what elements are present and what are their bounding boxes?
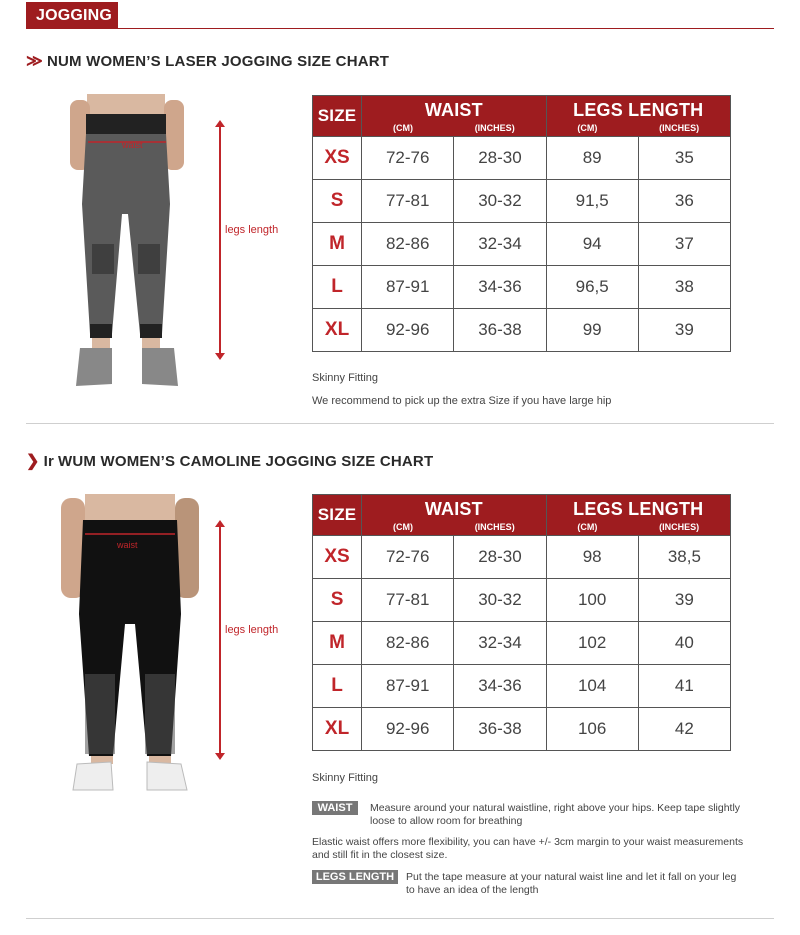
category-tab: JOGGING	[26, 2, 118, 29]
camoline-size-table	[312, 494, 731, 751]
table-row: XS 72-76 28-30 98 38,5	[313, 536, 731, 579]
brand-logo-icon: ≫	[26, 53, 43, 70]
header-divider	[26, 28, 774, 29]
section1-title	[26, 51, 389, 71]
section2-title-text: WUM WOMEN’S CAMOLINE JOGGING SIZE CHART	[58, 452, 434, 470]
table-row: M 82-86 32-34 94 37	[313, 223, 731, 266]
table-row: S 77-81 30-32 91,5 36	[313, 180, 731, 223]
table-row: L 87-91 34-36 104 41	[313, 665, 731, 708]
section2-title-prefix: Ir	[43, 452, 55, 470]
waist-instructions: Measure around your natural waistline, right above your hips. Keep tape slightly loose to allow room for breathing	[370, 802, 741, 827]
laser-jogger-model-image	[62, 94, 192, 392]
legs-group-header: LEGS LENGTH (CM) (INCHES)	[546, 96, 730, 137]
table-row: XS 72-76 28-30 89 35	[313, 137, 731, 180]
table-row: XL 92-96 36-38 106 42	[313, 708, 731, 751]
chevron-right-icon: ❯	[26, 453, 40, 470]
laser-size-table	[312, 95, 731, 352]
waist-tag: WAIST	[312, 801, 358, 815]
waist-label: waist	[122, 140, 143, 150]
table-row: M 82-86 32-34 102 40	[313, 622, 731, 665]
table-row: XL 92-96 36-38 99 39	[313, 309, 731, 352]
section-divider	[26, 918, 774, 919]
section2-title	[26, 451, 433, 471]
waist-group-header: WAIST (CM) (INCHES)	[362, 96, 546, 137]
waist-group-header: WAIST (CM) (INCHES)	[362, 495, 546, 536]
legs-length-arrow	[219, 526, 221, 754]
fit-note: Skinny Fitting	[312, 372, 379, 384]
legs-length-tag: LEGS LENGTH	[312, 870, 398, 884]
section1-title-text: NUM WOMEN’S LASER JOGGING SIZE CHART	[46, 52, 390, 70]
legs-length-label: legs length	[225, 624, 279, 636]
table-row: S 77-81 30-32 100 39	[313, 579, 731, 622]
col-size-header: SIZE	[313, 96, 362, 137]
col-size-header: SIZE	[313, 495, 362, 536]
legs-length-label: legs length	[225, 224, 279, 236]
section-divider	[26, 423, 774, 424]
recommend-note: We recommend to pick up the extra Size if you have large hip	[312, 395, 612, 407]
waist-label: waist	[117, 540, 138, 550]
fit-note: Skinny Fitting	[312, 772, 379, 784]
legs-length-instructions: Put the tape measure at your natural waist line and let it fall on your leg to have an idea of the length	[406, 871, 737, 896]
table-row: L 87-91 34-36 96,5 38	[313, 266, 731, 309]
camoline-jogger-model-image	[55, 494, 205, 792]
legs-length-arrow	[219, 126, 221, 354]
elastic-waist-note: Elastic waist offers more flexibility, you can have +/- 3cm margin to your waist measurements and still fit in the closest size.	[312, 836, 744, 861]
legs-group-header: LEGS LENGTH (CM) (INCHES)	[546, 495, 730, 536]
